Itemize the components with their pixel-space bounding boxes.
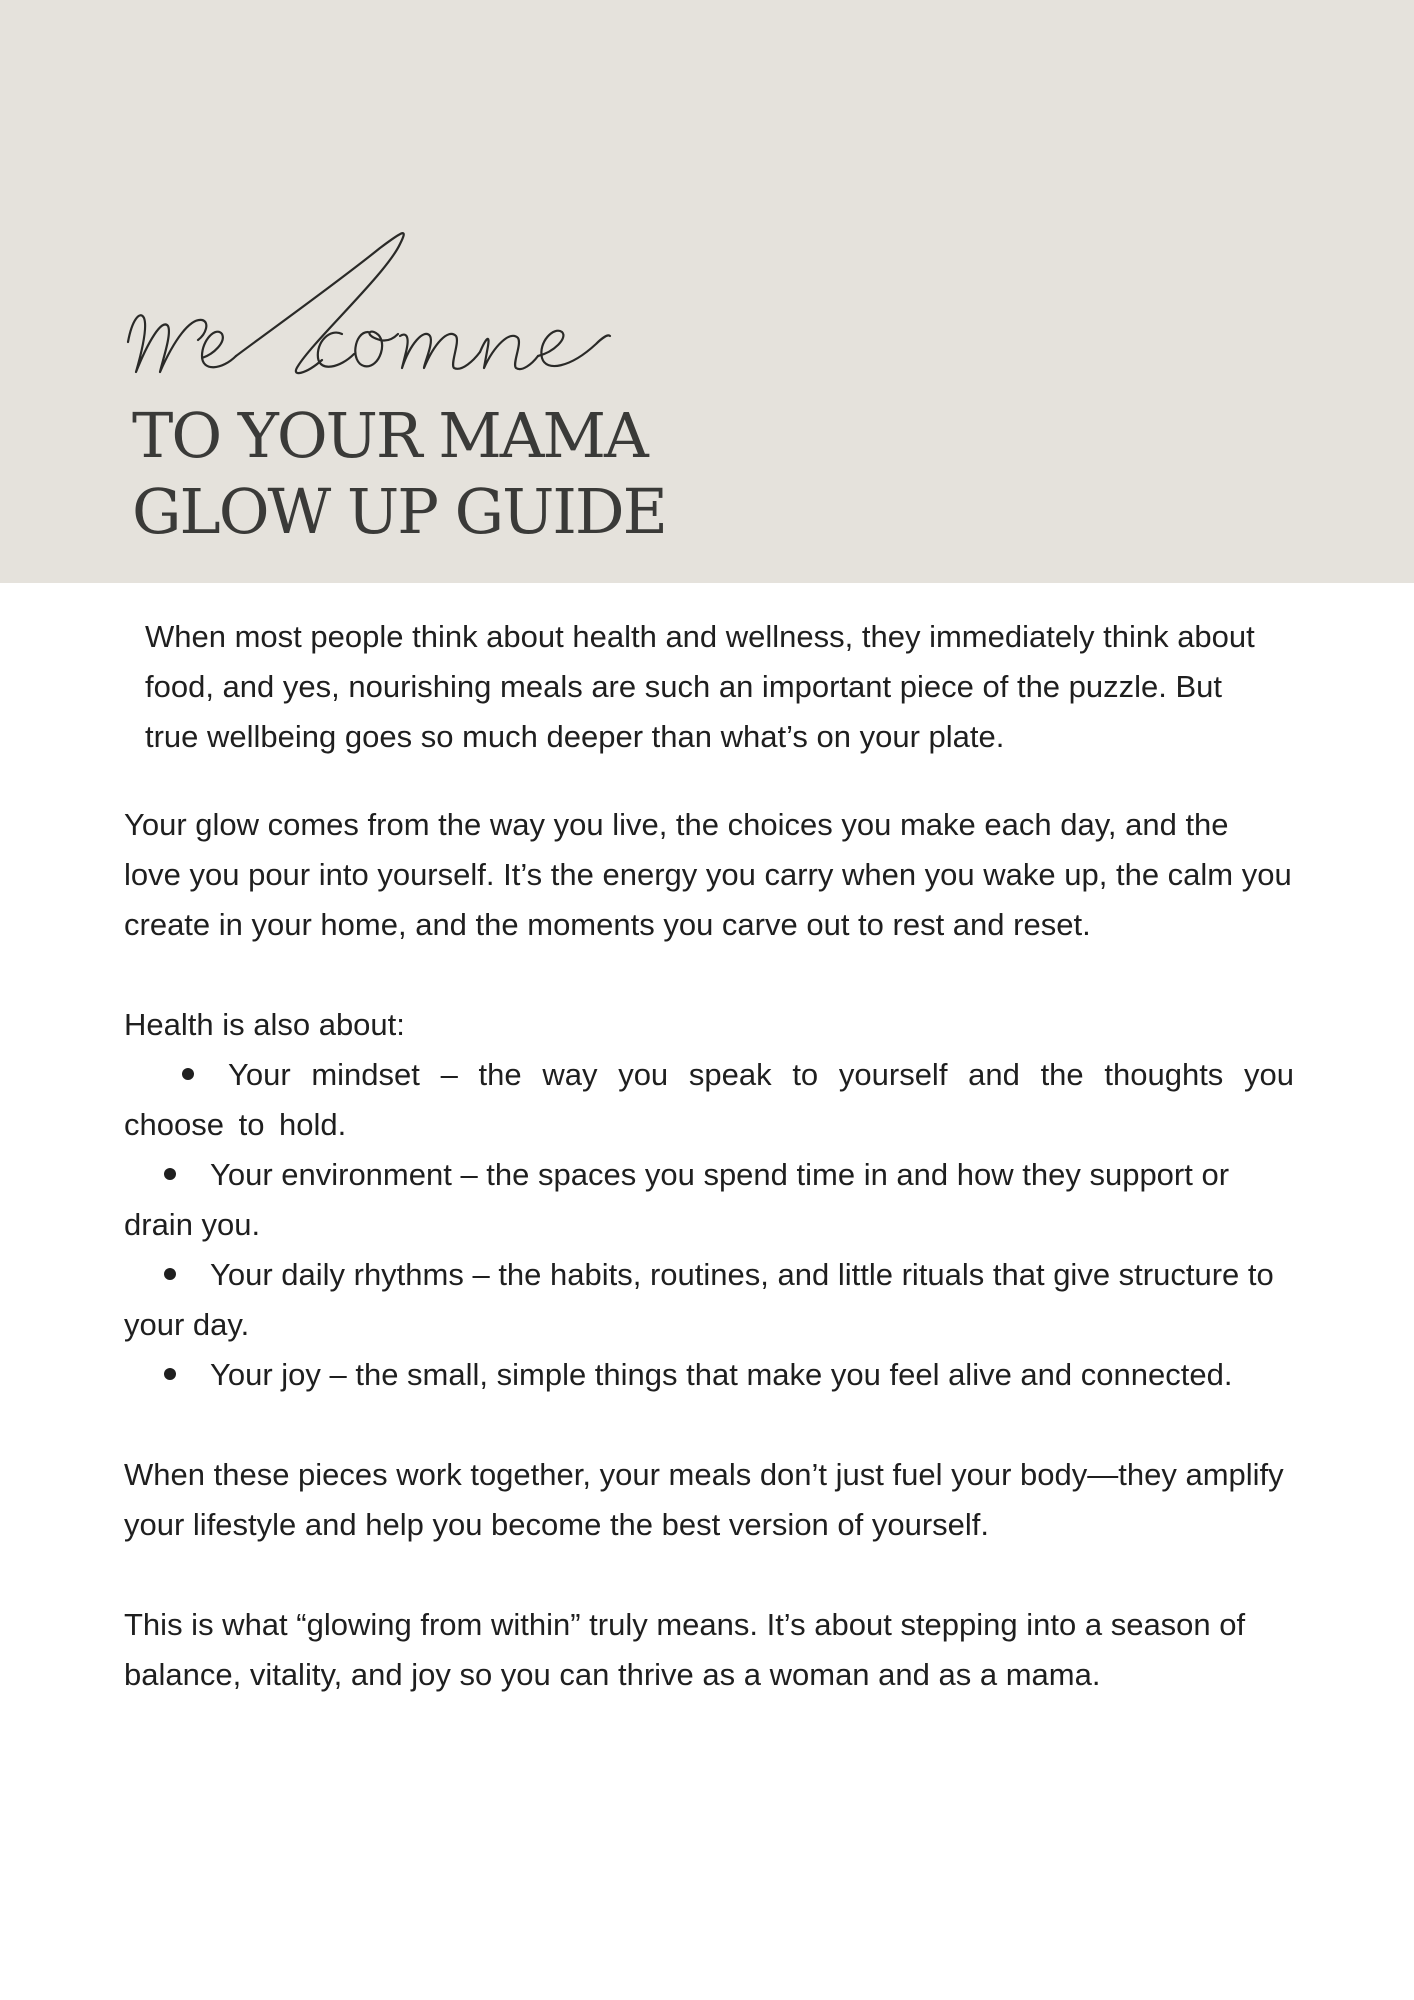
body-content: [124, 612, 1294, 1700]
list-item: [124, 1050, 1294, 1150]
meals-paragraph: When these pieces work together, your meals don’t just fuel your body—they amplify your lifestyle and help you become the best version of yourself.: [124, 1457, 1284, 1542]
list-intro: Health is also about:: [124, 1007, 405, 1042]
guide-title-line2: GLOW UP GUIDE: [132, 475, 666, 548]
intro-paragraph: When most people think about health and wellness, they immediately think about food, and yes, nourishing meals are such an important piece of the puzzle. But true wellbeing goes so much deeper than what’s on your plate.: [145, 619, 1255, 754]
list-item-text: Your daily rhythms – the habits, routines, and little rituals that give structure to your day.: [124, 1257, 1274, 1342]
closing-paragraph: This is what “glowing from within” truly means. It’s about stepping into a season of balance, vitality, and joy so you can thrive as a woman and as a mama.: [124, 1607, 1246, 1692]
bullet-icon: [182, 1068, 194, 1080]
bullet-icon: [164, 1268, 176, 1280]
glow-paragraph: Your glow comes from the way you live, the choices you make each day, and the love you pour into yourself. It’s the energy you carry when you wake up, the calm you create in your home, and the moments you carve out to rest and reset.: [124, 807, 1292, 942]
welcome-script-wordmark: [118, 222, 618, 392]
bullet-icon: [164, 1168, 176, 1180]
guide-title-line1: TO YOUR MAMA: [132, 399, 647, 472]
list-item: [124, 1150, 1294, 1250]
health-list: [124, 1050, 1294, 1400]
bullet-icon: [164, 1368, 176, 1380]
list-item-text: Your joy – the small, simple things that make you feel alive and connected.: [210, 1357, 1233, 1392]
list-item-text: Your mindset – the way you speak to yourself and the thoughts you choose to hold.: [124, 1057, 1294, 1142]
list-item: [124, 1250, 1294, 1350]
list-item: [124, 1350, 1294, 1400]
guide-title: [132, 398, 666, 550]
list-item-text: Your environment – the spaces you spend time in and how they support or drain you.: [124, 1157, 1230, 1242]
